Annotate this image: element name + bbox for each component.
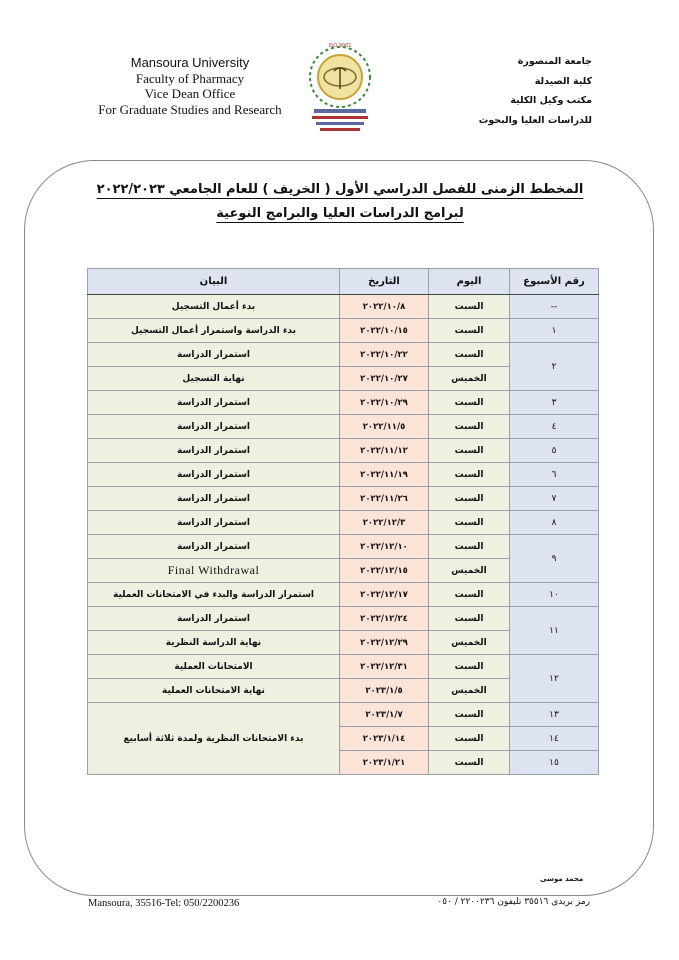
day-cell: السبت [429,415,510,439]
date-cell: ٢٠٢٣/١/٧ [340,703,429,727]
date-cell: ٢٠٢٢/١٢/٢٩ [340,631,429,655]
week-cell: ٤ [510,415,599,439]
week-cell: ١٤ [510,727,599,751]
day-cell: السبت [429,511,510,535]
date-cell: ٢٠٢٢/١١/١٩ [340,463,429,487]
description-cell: بدء الدراسة واستمرار أعمال التسجيل [88,319,340,343]
date-cell: ٢٠٢٢/١٠/٢٢ [340,343,429,367]
description-cell: استمرار الدراسة [88,607,340,631]
day-cell: السبت [429,343,510,367]
day-cell: الخميس [429,367,510,391]
title-line-2: لبرامج الدراسات العليا والبرامج النوعية [216,206,464,221]
table-row [88,439,599,463]
day-cell: السبت [429,463,510,487]
day-cell: الخميس [429,559,510,583]
table-row [88,511,599,535]
date-cell: ٢٠٢٣/١/٢١ [340,751,429,775]
week-cell: ٥ [510,439,599,463]
description-cell: الامتحانات العملية [88,655,340,679]
header-week: رقم الأسبوع [510,269,599,295]
week-cell: ٩ [510,535,599,583]
date-cell: ٢٠٢٢/١٢/١٠ [340,535,429,559]
table-row [88,295,599,319]
footer-address-en: Mansoura, 35516-Tel: 050/2200236 [88,898,240,909]
week-cell: -- [510,295,599,319]
description-cell: استمرار الدراسة [88,391,340,415]
week-cell: ٧ [510,487,599,511]
english-letterhead [60,55,320,117]
faculty-name-en: Faculty of Pharmacy [135,70,245,86]
week-cell: ١٥ [510,751,599,775]
arabic-letterhead [462,52,592,130]
table-row [88,583,599,607]
day-cell: السبت [429,535,510,559]
faculty-name-ar: كلية الصيدلة [534,75,592,87]
description-cell: Final Withdrawal [88,559,340,583]
date-cell: ٢٠٢٢/١٠/٨ [340,295,429,319]
table-row [88,319,599,343]
date-cell: ٢٠٢٢/١١/٢٦ [340,487,429,511]
day-cell: السبت [429,703,510,727]
day-cell: السبت [429,583,510,607]
week-cell: ١٢ [510,655,599,703]
date-cell: ٢٠٢٢/١٠/٢٧ [340,367,429,391]
table-row [88,487,599,511]
date-cell: ٢٠٢٢/١٢/٢٤ [340,607,429,631]
description-cell: نهاية الدراسة النظرية [88,631,340,655]
date-cell: ٢٠٢٢/١٢/٣١ [340,655,429,679]
day-cell: السبت [429,487,510,511]
table-row [88,343,599,367]
description-cell: استمرار الدراسة [88,463,340,487]
description-cell: نهاية الامتحانات العملية [88,679,340,703]
header-description: البيان [88,269,340,295]
date-cell: ٢٠٢٢/١٢/١٥ [340,559,429,583]
week-cell: ١١ [510,607,599,655]
description-cell: استمرار الدراسة [88,439,340,463]
week-cell: ١٠ [510,583,599,607]
date-cell: ٢٠٢٣/١/٥ [340,679,429,703]
title-line-1: المخطط الزمنى للفصل الدراسي الأول ( الخريف ) للعام الجامعي ٢٠٢٢/٢٠٢٣ [96,182,584,197]
office-name-ar: مكتب وكيل الكلية [510,95,592,106]
footer-address-ar: رمز بريدى ٣٥٥١٦ تليفون ٢٢٠٠٢٣٦ / ٠٥٠ [437,897,590,907]
table-row [88,463,599,487]
week-cell: ٨ [510,511,599,535]
description-cell: استمرار الدراسة [88,487,340,511]
university-logo-icon [298,35,382,135]
day-cell: الخميس [429,631,510,655]
table-row [88,607,599,631]
svg-text:ISO 9001: ISO 9001 [328,43,352,49]
week-cell: ١٣ [510,703,599,727]
document-title [60,178,620,226]
header-day: اليوم [429,269,510,295]
day-cell: السبت [429,655,510,679]
day-cell: السبت [429,295,510,319]
description-cell: استمرار الدراسة والبدء في الامتحانات العملية [88,583,340,607]
description-cell: استمرار الدراسة [88,343,340,367]
day-cell: السبت [429,727,510,751]
table-row [88,655,599,679]
day-cell: الخميس [429,679,510,703]
day-cell: السبت [429,319,510,343]
table-row [88,703,599,727]
signature: محمد موسى [540,875,584,883]
week-cell: ٣ [510,391,599,415]
description-cell: بدء الامتحانات النظرية ولمدة ثلاثة أسابيع [88,703,340,775]
table-row [88,415,599,439]
description-cell: استمرار الدراسة [88,511,340,535]
university-name-ar: جامعة المنصورة [517,56,592,67]
description-cell: استمرار الدراسة [88,535,340,559]
day-cell: السبت [429,607,510,631]
date-cell: ٢٠٢٢/١٢/١٧ [340,583,429,607]
department-name-en: For Graduate Studies and Research [98,101,282,117]
day-cell: السبت [429,391,510,415]
day-cell: السبت [429,439,510,463]
date-cell: ٢٠٢٢/١١/١٢ [340,439,429,463]
university-name-en: Mansoura University [130,55,250,70]
day-cell: السبت [429,751,510,775]
office-name-en: Vice Dean Office [144,86,236,101]
table-header-row [88,269,599,295]
description-cell: استمرار الدراسة [88,415,340,439]
description-cell: نهاية التسجيل [88,367,340,391]
header-date: التاريخ [340,269,429,295]
date-cell: ٢٠٢٣/١/١٤ [340,727,429,751]
date-cell: ٢٠٢٢/١٢/٣ [340,511,429,535]
date-cell: ٢٠٢٢/١٠/١٥ [340,319,429,343]
description-cell: بدء أعمال التسجيل [88,295,340,319]
week-cell: ٦ [510,463,599,487]
department-name-ar: للدراسات العليا والبحوث [478,114,592,126]
date-cell: ٢٠٢٢/١٠/٢٩ [340,391,429,415]
schedule-table [87,268,599,775]
table-row [88,391,599,415]
date-cell: ٢٠٢٢/١١/٥ [340,415,429,439]
week-cell: ٢ [510,343,599,391]
table-row [88,535,599,559]
week-cell: ١ [510,319,599,343]
